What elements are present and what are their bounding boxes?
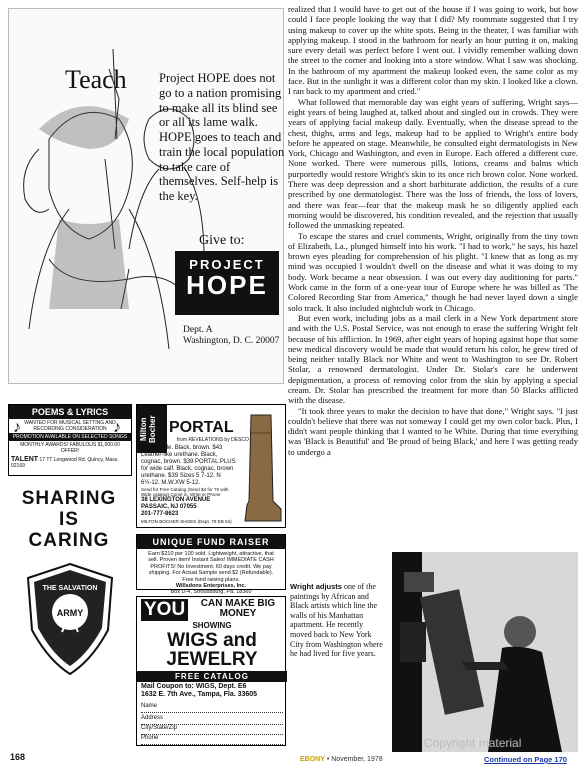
wigs-mail-line-1: Mail Coupon to: WIGS, Dept. E6 bbox=[141, 683, 247, 690]
hope-address bbox=[183, 325, 279, 348]
poems-header: POEMS & LYRICS bbox=[9, 405, 131, 419]
wigs-mail bbox=[141, 683, 283, 699]
photo-caption bbox=[290, 582, 386, 659]
magazine-name: EBONY bbox=[300, 756, 325, 763]
wigs-jewelry-ad[interactable] bbox=[136, 596, 286, 746]
salvation-text-2: ARMY bbox=[56, 608, 84, 618]
fund-description: Earn $210 per 100 sold. Lightweight, attractive, that sell. Proven item! Instant Sales! IMMEDIATE CASH PROFITS! No Investment. 60 days credit. We pay shipping. For Actual Sample send $2 (Refundable). Free fund raising plans. bbox=[148, 551, 274, 583]
music-note-icon: ♪ bbox=[113, 419, 121, 436]
jewelry-line: JEWELRY bbox=[166, 649, 258, 670]
article-paragraph-2: What followed that memorable day was eight years of suffering, Wright says—eight years of being laughed at, talked about and singled out in crowds. They were years of applying facial makeup daily. Eventually, when the disease spread to the chest, thighs, arms and legs, makeup had to be applied to Wright's entire body before he appeared on stage. Meanwhile, he consulted eight dermatologists in New York, Chicago and Washington, and even in Europe. Each offered a different cure. None worked. There were numerous pills, lotions, creams and balms which purportedly would restore Wright's skin to its once rich brown color. None worked. There was deep depression and a short barbiturate addiction, the results of a cure prescribed by one dermatologist. There was the loss of friends, the loss of lovers, and there was fear—fear that the makeup mask he so diligently applied each morning would be discovered, his condition revealed, and the rejection that usually followed the unmasking repeated. bbox=[288, 96, 578, 231]
wigs-money: CAN MAKE BIG MONEY bbox=[200, 598, 276, 619]
wigs-title bbox=[137, 631, 287, 669]
continued-link[interactable]: Continued on Page 170 bbox=[484, 755, 567, 764]
sharing-is-caring bbox=[14, 488, 124, 551]
milton-footer: MILTON BOCHER SHOES (Dept. 78 EB 64) bbox=[141, 519, 232, 524]
phone-field[interactable]: Phone bbox=[141, 735, 283, 745]
wigs-mail-line-2: 1632 E. 7th Ave., Tampa, Fla. 33605 bbox=[141, 691, 258, 698]
wright-photo bbox=[392, 552, 578, 752]
poems-lyrics-ad[interactable] bbox=[8, 404, 132, 476]
music-note-icon: ♪ bbox=[13, 419, 21, 436]
free-catalog: FREE CATALOG bbox=[137, 671, 287, 682]
city-field[interactable]: City/State/Zip bbox=[141, 725, 283, 735]
name-field[interactable]: Name bbox=[141, 703, 283, 713]
wigs-you: YOU bbox=[141, 599, 188, 621]
boot-icon bbox=[241, 413, 283, 525]
page-number: 168 bbox=[10, 752, 26, 762]
issue-date: • November, 1978 bbox=[326, 756, 383, 763]
hope-headline: Teach bbox=[65, 65, 127, 94]
logo-line-1: PROJECT bbox=[189, 257, 265, 272]
poems-line-1: WANTED FOR MUSICAL SETTING AND RECORDING CONSIDERATION bbox=[24, 420, 116, 432]
fund-company: Willsdons Enterprises, Inc. bbox=[175, 583, 247, 590]
article-paragraph-4: But even work, including jobs as a mail clerk in a New York department store and with the U.S. Postal Service, was not enough to erase the suffering Wright felt because of his affliction. In 1969, after eight years of hoping against hope that some new medical discovery would be made that would return his color, he grew tired of being neither totally Black nor White and went to Washington to see Dr. Robert Stolar, a renowned dermatologist. Under Dr. Stolar's care he underwent depigmentation, a process of removing color from the skin by applying a special cream. Dr. Stolar has prescribed the treatment for more than 50 Blacks afflicted with the disease. bbox=[288, 312, 578, 406]
milton-note: Send for Free Catalog (Send $4 for 70 with Wide catalog) Come in, Write or Phone bbox=[141, 487, 229, 497]
article-paragraph-1: realized that I would have to get out of the house if I was going to work, but how could I face people looking the way that I did? My roommate suggested that I try using makeup to cover up the white spots. Being in the theater, I was familiar with applying makeup. I stood in the bathroom for nearly an hour putting it on, making sure every detail was perfect before I went out. I vividly remember walking down the street to the corner and looking into a store window. What I saw was shocking. In the bathroom of my apartment the makeup looked even, the same color as my face. But in the sunlight it was a different color than my skin. I looked like a clown. I ran back to my apartment and cried." bbox=[288, 4, 578, 97]
hope-address-line-1: Dept. A bbox=[183, 325, 213, 335]
hope-give-to: Give to: bbox=[199, 233, 245, 248]
logo-line-2: HOPE bbox=[186, 270, 268, 300]
fund-header: UNIQUE FUND RAISER bbox=[137, 535, 285, 549]
wigs-showing: SHOWING bbox=[192, 621, 232, 630]
milton-body bbox=[141, 445, 239, 525]
poems-line-3: MONTHLY AWARDS! FABULOUS $1,000.00 OFFER! bbox=[20, 442, 120, 454]
fund-address: Box D-4, Stroudsburg, Pa. 18360 bbox=[170, 589, 252, 596]
milton-street: 38 LEXINGTON AVENUE bbox=[141, 497, 211, 503]
portal-by: from REVELATIONS by DESCO bbox=[177, 437, 249, 443]
talent-address: 17 TT Longwood Rd. Quincy, Mass. 02169 bbox=[11, 457, 119, 469]
milton-bocher-ad[interactable] bbox=[136, 404, 286, 528]
footer-credit bbox=[300, 756, 383, 763]
milton-brand: Milton Bocher bbox=[137, 405, 167, 453]
project-hope-logo[interactable] bbox=[175, 251, 279, 315]
poems-talent bbox=[9, 455, 131, 470]
fund-body bbox=[137, 549, 285, 598]
project-hope-ad bbox=[8, 8, 284, 384]
fund-raiser-ad[interactable] bbox=[136, 534, 286, 596]
milton-phone: 201-777-8623 bbox=[141, 511, 179, 517]
hope-copy: Project HOPE does not go to a nation promising to make all its blind see or all its lame walk. HOPE goes to teach and train the local population to take care of themselves. Self-help is the key. bbox=[159, 71, 285, 203]
article-paragraph-5: "It took three years to make the decision to have that done," Wright says. "I just couldn't believe that there was not someway I could get my own color back. Plus, I didn't want people thinking that I wanted to be White. During that time everything was 'Black is Beautiful' and 'Be proud of being Black,' and here I was getting ready to undergo a bbox=[288, 405, 578, 457]
talent-label: TALENT bbox=[11, 456, 39, 463]
salvation-text-1: THE SALVATION bbox=[42, 585, 98, 592]
caption-text: one of the paintings by African and Black artists which line the walls of his Manhattan apartment. He recently moved back to New York City from Washington where he had lived for five years. bbox=[290, 582, 383, 659]
photo-image bbox=[392, 552, 578, 752]
sharing-line-2: CARING bbox=[28, 530, 110, 551]
poems-line-2: PROMOTION AVAILABLE ON SELECTED SONGS bbox=[9, 433, 131, 441]
milton-city: PASSAIC, NJ 07055 bbox=[141, 504, 197, 510]
wigs-line: WIGS and bbox=[167, 630, 257, 651]
milton-description: Real suede. Black, brown. $43 Leather-like urethane. Black, cognac, brown. $39 PORTAL PLUS for wide calf. Black, cognac, brown urethane. $39 Sizes 5 7-12. N 6½-12. M.W.XW 5-12. bbox=[141, 445, 236, 486]
sharing-line-1: SHARING IS bbox=[21, 488, 117, 530]
portal-title: PORTAL bbox=[169, 419, 234, 436]
copyright-watermark: Copyright material bbox=[424, 736, 522, 750]
caption-lead: Wright adjusts bbox=[290, 582, 342, 591]
address-field[interactable]: Address bbox=[141, 715, 283, 725]
hope-address-line-2: Washington, D. C. 20007 bbox=[183, 336, 280, 347]
article-column bbox=[288, 4, 578, 544]
salvation-army-shield-icon bbox=[22, 560, 118, 678]
article-paragraph-3: To escape the stares and cruel comments, Wright, originally from the tiny town of Elizabeth, La., plunged himself into his work. "I had to work," he says, his hazel brown eyes pleading for comprehension of his plight. "I knew that as long as my mind was occupied I wouldn't dwell on the disease and what it was doing to my body. Work became a near obsession. I was out every day auditioning for parts." Work came in the form of a one-year tour of Europe where he was billed as 'The Colored Recording Star from America," though he had never layed down a single solo track. It also included nightclub work in Chicago. bbox=[288, 230, 578, 313]
